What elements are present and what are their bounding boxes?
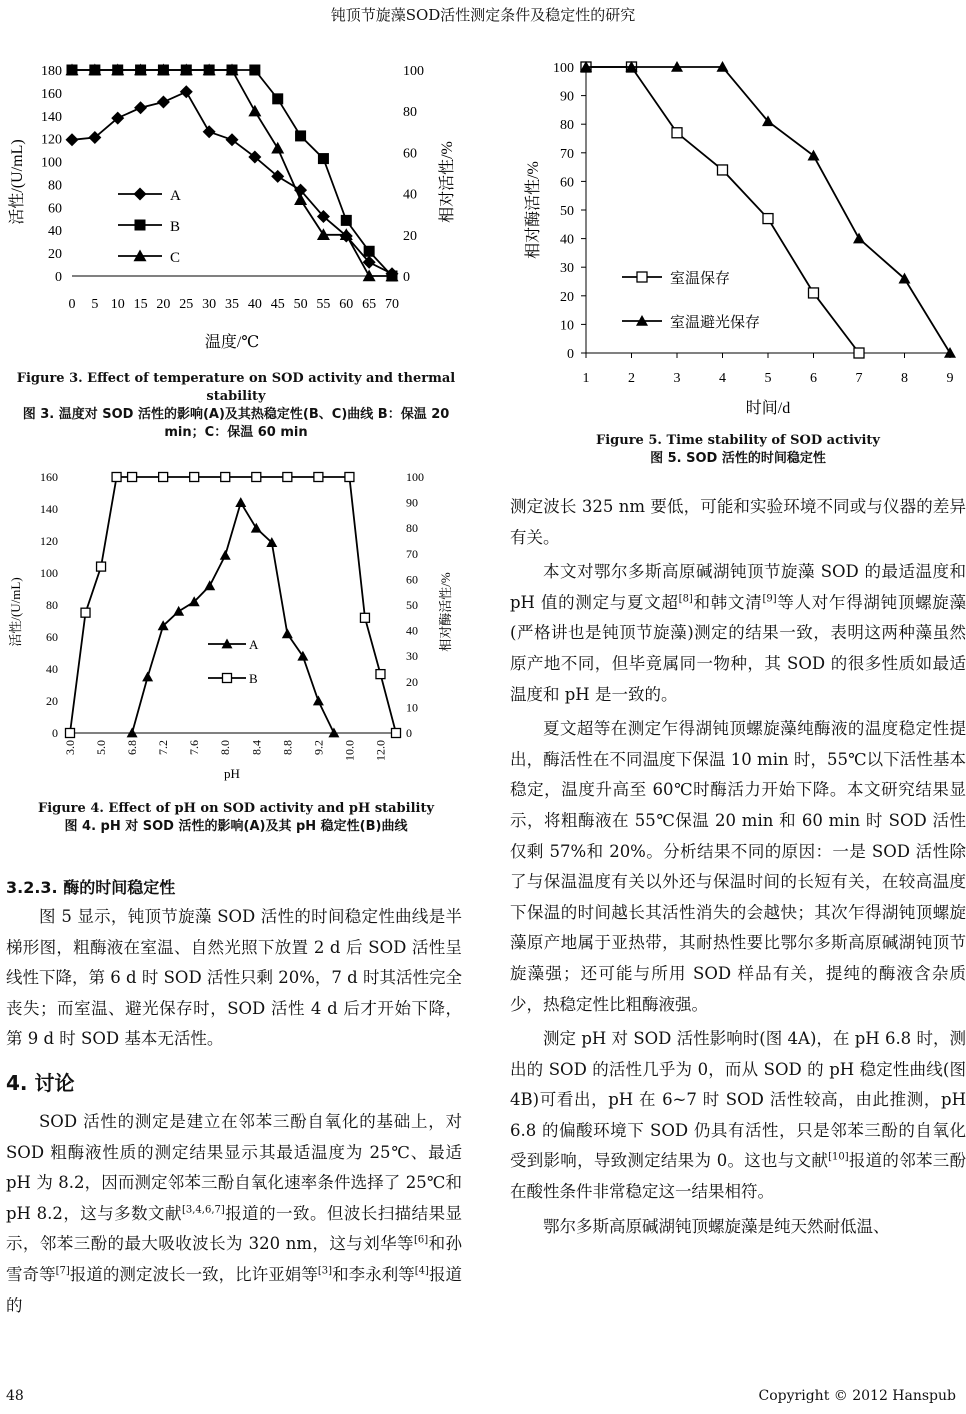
fig3-legend-marker	[135, 220, 146, 231]
fig4-legend-marker	[223, 674, 232, 683]
fig3-y-tick-left: 60	[48, 201, 62, 217]
fig4-series-B-point	[190, 473, 199, 482]
fig3-y-tick-right: 60	[403, 146, 417, 162]
fig4-y-tick-left: 40	[46, 662, 58, 676]
fig5-x-tick: 2	[628, 371, 635, 386]
fig4-series-B-point	[283, 473, 292, 482]
fig4-series-A-point	[204, 580, 215, 590]
right-p1-text-c: 等人对乍得湖钝顶螺旋藻(严格讲也是钝顶节旋藻)测定的结果一致，表明这两种藻虽然原产地不同，但毕竟属同一物种，其 SOD 的很多性质如最适温度和 pH 是一致的。	[510, 592, 966, 704]
fig3-x-tick: 55	[316, 297, 331, 312]
fig3-x-tick: 0	[68, 297, 76, 312]
right-paragraph-3	[510, 1024, 966, 1208]
fig3-x-tick: 35	[225, 297, 239, 312]
citation-4: [4]	[414, 1265, 429, 1277]
fig3-legend-label: A	[170, 188, 181, 204]
fig4-y-tick-right: 60	[406, 572, 418, 587]
fig4-y-tick-right: 100	[406, 470, 424, 484]
right-p1-text-a: 本文对鄂尔多斯高原碱湖钝顶节旋藻 SOD 的最适温度和 pH 值的测定与夏文超	[510, 562, 966, 612]
left-p2-text-c: 和孙雪奇等	[6, 1234, 463, 1284]
fig5-y-tick: 60	[560, 175, 574, 191]
fig4-series-B-point	[345, 473, 354, 482]
fig4-legend-label: A	[249, 637, 259, 652]
left-column-text	[6, 874, 462, 1321]
figure-5-caption-cn: 图 5. SOD 活性的时间稳定性	[650, 451, 826, 466]
fig4-series-A-line	[132, 503, 334, 733]
fig4-y-tick-left: 20	[46, 694, 58, 708]
fig3-x-tick: 5	[91, 297, 99, 312]
section-4-heading: 4. 讨论	[6, 1070, 75, 1095]
fig3-x-tick: 15	[133, 297, 148, 312]
fig3-y-tick-left: 140	[41, 109, 62, 125]
fig5-x-tick: 1	[582, 371, 590, 386]
left-p2-text-d: 报道的测定波长一致，比许亚娟等	[69, 1264, 318, 1284]
left-p2-text-b: 报道的一致。但波长扫描结果显示，邻苯三酚的最大吸收波长为 320 nm，这与刘华等	[6, 1203, 463, 1254]
fig4-y-tick-right: 50	[406, 598, 418, 612]
fig5-ylabel: 相对酶活性/%	[525, 161, 542, 259]
citation-3-4-6-7: [3,4,6,7]	[181, 1204, 225, 1216]
fig3-y-tick-left: 180	[41, 64, 62, 79]
figure-3-caption-cn: 图 3. 温度对 SOD 活性的影响(A)及其热稳定性(B、C)曲线 B：保温 20 min；C：保温 60 min	[22, 407, 450, 440]
fig5-series-1-line	[586, 67, 950, 353]
fig5-x-tick: 6	[810, 371, 817, 386]
fig3-y-tick-right: 40	[403, 187, 417, 203]
fig4-y-tick-left: 140	[40, 502, 58, 516]
fig4-ylabel-left: 活性/(U/mL)	[8, 577, 23, 647]
fig3-ylabel-right: 相对活性/%	[439, 141, 456, 223]
fig5-series-0-point	[854, 348, 864, 358]
fig4-x-tick: 5.0	[94, 740, 109, 755]
figure-5-svg	[510, 50, 966, 425]
citation-3: [3]	[317, 1265, 333, 1277]
fig3-x-tick: 25	[179, 297, 194, 312]
fig4-series-A-point	[173, 606, 184, 616]
fig4-x-tick: 9.2	[311, 740, 326, 755]
figure-4-caption	[10, 800, 462, 836]
figure-4-chart	[0, 462, 470, 792]
figure-4-caption-en: Figure 4. Effect of pH on SOD activity and pH stability	[37, 801, 435, 816]
left-p2-text-e: 和李永利等	[332, 1264, 415, 1284]
fig3-ylabel-left: 活性/(U/mL)	[9, 139, 26, 225]
fig4-series-A-point	[251, 523, 262, 533]
fig4-series-B-point	[392, 729, 401, 738]
fig4-series-B-point	[159, 473, 168, 482]
fig4-y-tick-right: 90	[406, 495, 418, 510]
fig3-x-tick: 70	[385, 297, 399, 312]
fig3-legend-marker	[134, 188, 147, 201]
fig3-y-tick-right: 20	[403, 228, 417, 244]
fig4-x-tick: 12.0	[373, 740, 388, 761]
fig4-series-A-point	[282, 628, 293, 638]
fig4-series-A-point	[235, 497, 246, 507]
fig4-x-tick: 8.0	[218, 740, 233, 755]
fig5-y-tick: 10	[560, 318, 574, 334]
fig4-series-A-point	[127, 728, 138, 738]
fig3-y-tick-left: 160	[41, 86, 62, 102]
fig5-y-tick: 0	[567, 347, 574, 362]
fig3-series-C-line	[72, 70, 392, 276]
fig3-y-tick-left: 20	[48, 247, 62, 263]
fig4-y-tick-left: 120	[40, 534, 58, 548]
running-head: 钝顶节旋藻SOD活性测定条件及稳定性的研究	[330, 6, 636, 24]
fig5-series-0-line	[586, 67, 859, 353]
fig4-y-tick-right: 40	[406, 623, 418, 638]
fig3-x-tick: 30	[202, 297, 217, 312]
fig5-x-tick: 9	[946, 371, 954, 386]
fig4-x-tick: 6.8	[125, 740, 140, 755]
fig3-y-tick-left: 0	[55, 270, 62, 285]
fig3-y-tick-right: 80	[403, 105, 417, 121]
right-p3-text-a: 测定 pH 对 SOD 活性影响时(图 4A)，在 pH 6.8 时，测出的 SOD 的活性几乎为 0，而从 SOD 的 pH 稳定性曲线(图 4B)可看出，pH 在 6~7 时 SOD 活性较高，由此推测，pH 6.8 的偏酸环境下 SOD 仍具有活性，只是邻苯三酚的自氧化受到影响，导致测定结果为 0。这也与文献	[510, 1029, 966, 1171]
fig3-series-A-point	[66, 133, 79, 146]
right-paragraph-4: 鄂尔多斯高原碱湖钝顶螺旋藻是纯天然耐低温、	[543, 1216, 890, 1236]
fig3-series-B-point	[364, 246, 375, 257]
fig3-y-tick-left: 40	[48, 224, 62, 240]
fig4-x-tick: 10.0	[342, 740, 357, 761]
left-paragraph-1: 图 5 显示，钝顶节旋藻 SOD 活性的时间稳定性曲线是半梯形图，粗酶液在室温、自然光照下放置 2 d 后 SOD 活性呈线性下降，第 6 d 时 SOD 活性只剩 20%，7 d 时其活性完全丧失；而室温、避光保存时，SOD 活性 4 d 后才开始下降，第 9 d 时 SOD 基本无活性。	[6, 907, 462, 1049]
fig3-y-tick-right: 100	[403, 64, 424, 79]
fig3-x-tick: 20	[156, 297, 171, 312]
fig3-series-B-point	[295, 130, 306, 141]
fig3-y-tick-left: 80	[48, 178, 62, 194]
left-paragraph-2	[6, 1107, 462, 1321]
fig3-series-B-point	[272, 93, 283, 104]
fig3-x-tick: 65	[362, 297, 377, 312]
fig4-series-B-point	[112, 473, 121, 482]
fig5-xlabel: 时间/d	[745, 400, 791, 417]
fig3-xlabel: 温度/℃	[204, 334, 260, 351]
fig5-series-0-point	[718, 165, 728, 175]
fig3-x-tick: 40	[247, 297, 262, 312]
fig4-series-B-line	[70, 477, 396, 733]
copyright: Copyright © 2012 Hanspub	[758, 1388, 956, 1404]
fig3-series-B-line	[72, 70, 392, 276]
fig4-x-tick: 7.6	[187, 740, 202, 755]
left-p2-text-f: 报道的	[6, 1264, 463, 1315]
right-column-text	[510, 492, 966, 1242]
right-p1-text-b: 和韩文清	[692, 592, 763, 612]
fig4-ylabel-right: 相对酶活性/%	[438, 572, 453, 652]
fig4-series-A-point	[142, 672, 153, 682]
fig4-series-B-point	[314, 473, 323, 482]
fig5-series-0-point	[672, 128, 682, 138]
right-paragraph-1	[510, 557, 966, 710]
fig5-y-tick: 80	[560, 118, 574, 134]
fig3-series-A-point	[134, 101, 147, 114]
fig4-series-A-point	[328, 728, 339, 738]
fig4-xlabel: pH	[224, 766, 240, 781]
fig4-y-tick-left: 60	[46, 630, 58, 644]
fig5-legend-label: 室温保存	[670, 271, 731, 287]
fig4-y-tick-left: 0	[52, 726, 58, 740]
citation-8: [8]	[678, 593, 693, 605]
fig5-x-tick: 4	[719, 371, 726, 386]
page-number: 48	[6, 1388, 24, 1404]
right-p3-text-b: 报道的邻苯三酚在酸性条件非常稳定这一结果相符。	[510, 1151, 966, 1202]
citation-6: [6]	[413, 1234, 429, 1246]
fig3-y-tick-left: 120	[41, 132, 62, 148]
fig3-legend-label: C	[170, 250, 181, 266]
fig4-series-B-point	[128, 473, 137, 482]
fig3-series-B-point	[318, 153, 329, 164]
section-3-2-3-heading: 3.2.3. 酶的时间稳定性	[6, 878, 176, 897]
fig3-series-B-point	[341, 215, 352, 226]
fig5-legend-marker	[637, 272, 647, 282]
citation-10: [10]	[828, 1151, 849, 1163]
figure-3-svg	[0, 50, 470, 355]
fig4-series-B-point	[97, 562, 106, 571]
fig4-x-tick: 8.8	[280, 740, 295, 755]
fig4-x-tick: 3.0	[63, 740, 77, 755]
figure-4-svg	[0, 462, 470, 792]
fig5-y-tick: 90	[560, 89, 574, 105]
fig4-y-tick-right: 0	[406, 726, 412, 740]
fig4-series-B-point	[66, 729, 75, 738]
fig5-series-0-point	[763, 214, 773, 224]
fig3-series-C-point	[248, 105, 261, 117]
fig4-y-tick-left: 100	[40, 566, 58, 580]
figure-3-caption-en: Figure 3. Effect of temperature on SOD activity and thermal stability	[16, 371, 456, 404]
fig4-series-B-point	[221, 473, 230, 482]
fig5-x-tick: 5	[764, 371, 772, 386]
fig5-y-tick: 50	[560, 204, 574, 219]
fig5-series-0-point	[809, 288, 819, 298]
fig3-series-A-point	[157, 96, 170, 109]
fig3-series-A-point	[180, 85, 193, 98]
fig4-x-tick: 7.2	[156, 740, 171, 755]
fig4-y-tick-right: 70	[406, 546, 418, 561]
fig5-x-tick: 3	[673, 371, 681, 386]
fig3-series-A-point	[226, 133, 239, 146]
figure-5-caption-en: Figure 5. Time stability of SOD activity	[596, 433, 880, 448]
fig4-legend-label: B	[249, 671, 258, 686]
fig3-x-tick: 45	[270, 297, 285, 312]
figure-3-chart	[0, 50, 470, 355]
fig5-series-1-point	[808, 150, 820, 161]
fig5-series-1-point	[853, 233, 865, 244]
fig5-legend-label: 室温避光保存	[670, 315, 761, 331]
fig3-x-tick: 10	[110, 297, 125, 312]
fig4-series-B-point	[360, 613, 369, 622]
fig3-legend-label: B	[170, 219, 181, 235]
fig5-y-tick: 30	[560, 261, 574, 277]
fig4-series-B-point	[81, 608, 90, 617]
fig4-y-tick-left: 160	[40, 470, 58, 484]
fig3-series-B-point	[249, 65, 260, 76]
citation-9: [9]	[762, 593, 777, 605]
fig3-x-tick: 50	[293, 297, 308, 312]
fig3-series-C-point	[271, 142, 284, 154]
fig4-y-tick-right: 20	[406, 674, 418, 689]
figure-5-chart	[510, 50, 966, 425]
fig4-series-B-point	[376, 670, 385, 679]
figure-3-caption	[10, 370, 462, 442]
fig4-y-tick-right: 80	[406, 521, 418, 536]
fig4-series-A-point	[220, 550, 231, 560]
fig4-series-B-point	[252, 473, 261, 482]
fig5-y-tick: 100	[553, 61, 574, 76]
fig5-y-tick: 20	[560, 289, 574, 305]
fig3-series-A-point	[203, 125, 216, 138]
figure-5-caption	[510, 432, 966, 468]
fig4-y-tick-right: 10	[406, 700, 418, 715]
fig3-y-tick-left: 100	[41, 155, 62, 171]
right-paragraph-2: 夏文超等在测定乍得湖钝顶螺旋藻纯酶液的温度稳定性提出，酶活性在不同温度下保温 10 min 时，55℃以下活性基本稳定，温度升高至 60℃时酶活力开始下降。本文研究结果显示，将粗酶液在 55℃保温 20 min 和 60 min 时 SOD 活性仅剩 57%和 20%。分析结果不同的原因：一是 SOD 活性除了与保温温度有关以外还与保温时间的长短有关，在较高温度下保温的时间越长其活性消失的会越快；其次乍得湖钝顶螺旋藻原产地属于亚热带，其耐热性要比鄂尔多斯高原碱湖钝顶节旋藻强；还可能与所用 SOD 样品有关，提纯的酶液含杂质少，热稳定性比粗酶液强。	[510, 719, 966, 1014]
fig3-y-tick-right: 0	[403, 270, 410, 285]
citation-7: [7]	[55, 1265, 70, 1277]
fig5-x-tick: 7	[855, 371, 863, 386]
fig3-x-tick: 60	[339, 297, 354, 312]
fig5-y-tick: 70	[560, 146, 574, 162]
fig4-series-A-point	[313, 696, 324, 706]
fig4-x-tick: 8.4	[249, 740, 264, 755]
fig5-y-tick: 40	[560, 232, 574, 248]
left-p2-text-a: SOD 活性的测定是建立在邻苯三酚自氧化的基础上，对 SOD 粗酶液性质的测定结果显示其最适温度为 25℃、最适 pH 为 8.2，因而测定邻苯三酚自氧化速率条件选择了 25℃和 pH 8.2，这与多数文献	[6, 1111, 462, 1223]
fig5-series-1-point	[944, 347, 956, 358]
figure-4-caption-cn: 图 4. pH 对 SOD 活性的影响(A)及其 pH 稳定性(B)曲线	[64, 819, 408, 834]
fig5-x-tick: 8	[901, 371, 908, 386]
fig4-y-tick-left: 80	[46, 598, 58, 612]
fig4-y-tick-right: 30	[406, 649, 418, 664]
right-paragraph-0: 测定波长 325 nm 要低，可能和实验环境不同或与仪器的差异有关。	[510, 497, 966, 547]
